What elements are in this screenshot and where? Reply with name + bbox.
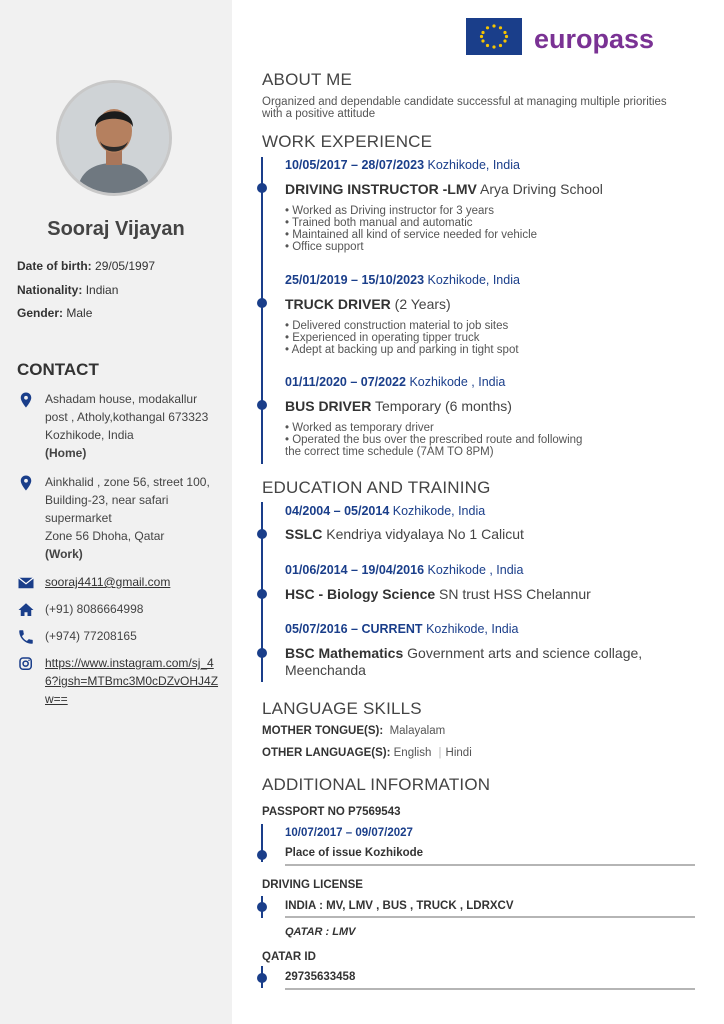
edu-2-date: 01/06/2014 – 19/04/2016 Kozhikode , India: [285, 563, 524, 577]
brand-text: europass: [534, 24, 655, 54]
eu-flag-icon: [466, 18, 522, 55]
person-photo-icon: [59, 83, 169, 193]
sidebar: [0, 0, 232, 1024]
license-qatar: QATAR : LMV: [285, 926, 356, 938]
nationality-value: Indian: [85, 283, 119, 297]
qatar-id-label: QATAR ID: [262, 951, 316, 963]
location-pin-icon: [17, 474, 35, 492]
about-heading: ABOUT ME: [262, 70, 353, 89]
work-timeline: [261, 157, 263, 464]
home-address-text: Ashadam house, modakallur post , Atholy,kothangal 673323 Kozhikode, India: [45, 392, 209, 442]
dob-label: Date of birth:: [17, 259, 92, 273]
additional-heading: ADDITIONAL INFORMATION: [262, 775, 491, 794]
work-2-date: 25/01/2019 – 15/10/2023 Kozhikode, India: [285, 273, 520, 287]
envelope-icon: [17, 574, 35, 592]
other-language-line: OTHER LANGUAGE(S): English | Hindi: [262, 747, 472, 759]
timeline-dot: [257, 850, 267, 860]
email-link[interactable]: sooraj4411@gmail.com: [45, 575, 171, 589]
phone-icon: [17, 628, 35, 646]
timeline-dot: [257, 400, 267, 410]
qatar-id-value: 29735633458: [285, 971, 356, 983]
timeline-dot: [257, 973, 267, 983]
gender-value: Male: [66, 306, 93, 320]
timeline-dot: [257, 183, 267, 193]
edu-3-date: 05/07/2016 – CURRENT Kozhikode, India: [285, 622, 519, 636]
contact-heading: CONTACT: [17, 360, 99, 379]
work-address-line2: Zone 56 Dhoha, Qatar: [45, 529, 165, 543]
work-2-bullets: • Delivered construction material to job sites • Experienced in operating tipper truck • Adept at backing up and parking in tight spot: [285, 320, 519, 356]
dob-line: [17, 259, 155, 273]
divider-line: [285, 988, 695, 990]
nationality-line: [17, 283, 118, 297]
nationality-label: Nationality:: [17, 283, 83, 297]
phone-home: (+91) 8086664998: [45, 602, 144, 616]
work-tag: (Work): [45, 547, 83, 561]
home-tag: (Home): [45, 446, 87, 460]
edu-1-role: SSLC Kendriya vidyalaya No 1 Calicut: [285, 526, 524, 542]
work-2-role: TRUCK DRIVER (2 Years): [285, 296, 451, 312]
work-3-bullets: • Worked as temporary driver • Operated the bus over the prescribed route and following the correct time schedule (7AM TO 8PM): [285, 422, 583, 458]
education-heading: EDUCATION AND TRAINING: [262, 478, 491, 497]
language-heading: LANGUAGE SKILLS: [262, 699, 422, 718]
work-address-line1: Ainkhalid , zone 56, street 100, Building-23, near safari supermarket: [45, 475, 210, 525]
timeline-dot: [257, 648, 267, 658]
timeline-dot: [257, 529, 267, 539]
person-name: Sooraj Vijayan: [47, 218, 185, 240]
passport-dates: 10/07/2017 – 09/07/2027: [285, 827, 413, 839]
license-label: DRIVING LICENSE: [262, 879, 363, 891]
about-text: Organized and dependable candidate successful at managing multiple priorities with a positive attitude: [262, 96, 667, 120]
passport-place: Place of issue Kozhikode: [285, 847, 424, 859]
work-3-date: 01/11/2020 – 07/2022 Kozhikode , India: [285, 375, 506, 389]
europass-logo: [466, 18, 666, 63]
work-1-bullets: • Worked as Driving instructor for 3 years • Trained both manual and automatic • Maintained all kind of service needed for vehicle • Office support: [285, 205, 538, 253]
work-3-role: BUS DRIVER Temporary (6 months): [285, 398, 512, 414]
location-pin-icon: [17, 391, 35, 409]
home-icon: [17, 601, 35, 619]
phone-work: (+974) 77208165: [45, 629, 137, 643]
edu-1-date: 04/2004 – 05/2014 Kozhikode, India: [285, 504, 486, 518]
license-india: INDIA : MV, LMV , BUS , TRUCK , LDRXCV: [285, 900, 514, 912]
timeline-dot: [257, 902, 267, 912]
edu-2-role: HSC - Biology Science SN trust HSS Chelannur: [285, 586, 591, 602]
instagram-icon: [17, 655, 35, 673]
edu-3-role: BSC Mathematics Government arts and science collage, Meenchanda: [285, 645, 643, 678]
instagram-link[interactable]: https://www.instagram.com/sj_46?igsh=MTBmc3M0cDZvOHJ4Zw==: [45, 656, 219, 706]
timeline-dot: [257, 589, 267, 599]
gender-line: [17, 306, 92, 320]
work-1-date: 10/05/2017 – 28/07/2023 Kozhikode, India: [285, 158, 520, 172]
timeline-dot: [257, 298, 267, 308]
dob-value: 29/05/1997: [95, 259, 156, 273]
gender-label: Gender:: [17, 306, 64, 320]
work-1-role: DRIVING INSTRUCTOR -LMV Arya Driving School: [285, 181, 603, 197]
mother-tongue-line: MOTHER TONGUE(S): Malayalam: [262, 725, 446, 737]
passport-label: PASSPORT NO P7569543: [262, 806, 401, 818]
divider-line: [285, 916, 695, 918]
work-heading: WORK EXPERIENCE: [262, 132, 433, 151]
divider-line: [285, 864, 695, 866]
avatar: [56, 80, 172, 196]
